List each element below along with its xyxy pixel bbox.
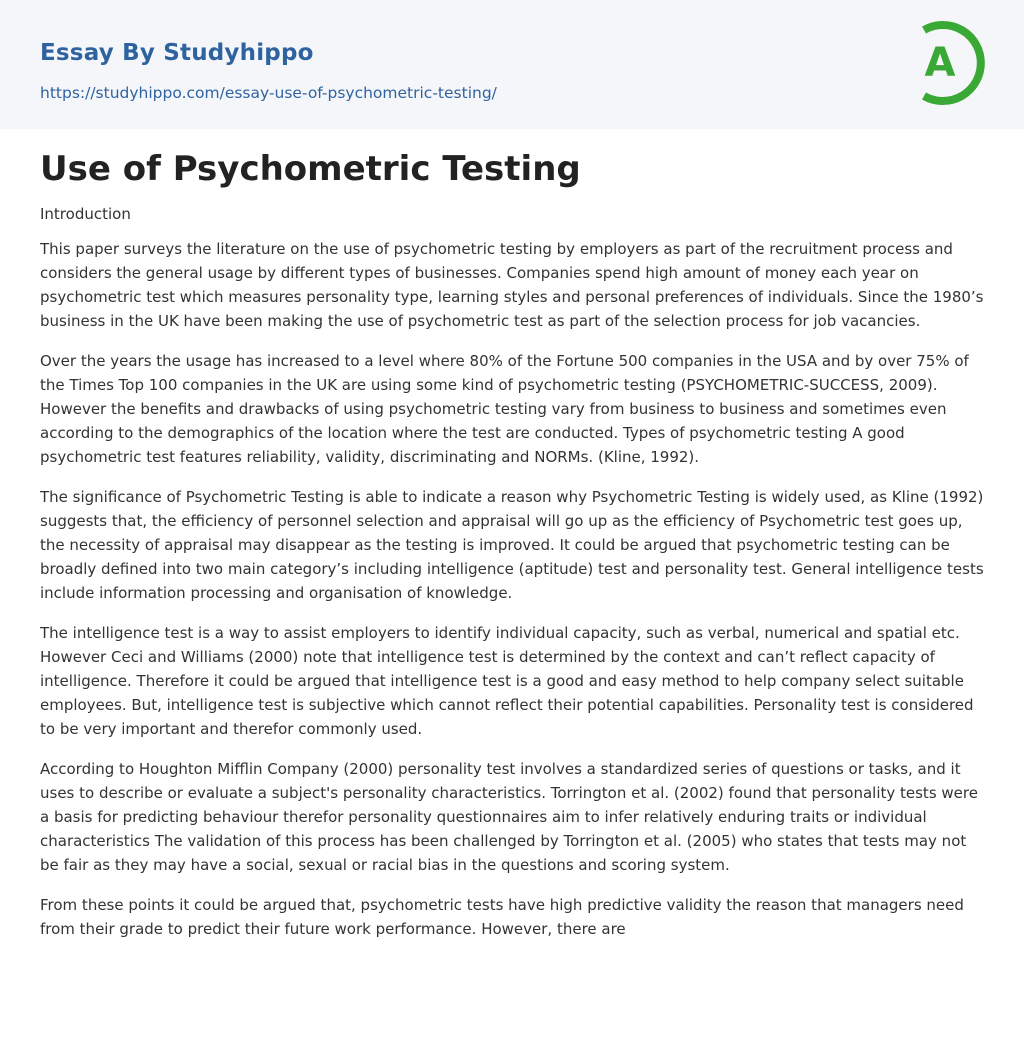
paragraph: The intelligence test is a way to assist employers to identify individual capacity, such as verbal, numerical and spatial etc. However Ceci and Williams (2000) note that intelligence test is determined by the context and can’t reflect capacity of intelligence. Therefore it could be argued that intelligence test is a good and easy method to help company select suitable employees. But, intelligence test is subjective which cannot reflect their potential capabilities. Personality test is considered to be very important and therefor commonly used. <box>40 624 974 738</box>
paragraph: This paper surveys the literature on the use of psychometric testing by employers as part of the recruitment process and considers the general usage by different types of businesses. Companies spend high amount of money each year on psychometric test which measures personality type, learning styles and personal preferences of individuals. Since the 1980’s business in the UK have been making the use of psychometric test as part of the selection process for job vacancies. <box>40 240 984 330</box>
article-title: Use of Psychometric Testing <box>40 149 581 189</box>
article-body <box>0 129 1024 941</box>
paragraph: The significance of Psychometric Testing is able to indicate a reason why Psychometric Testing is widely used, as Kline (1992) suggests that, the efficiency of personnel selection and appraisal will go up as the efficiency of Psychometric test goes up, the necessity of appraisal may disappear as the testing is improved. It could be argued that psychometric testing can be broadly defined into two main category’s including intelligence (aptitude) test and personality test. General intelligence tests include information processing and organisation of knowledge. <box>40 488 984 602</box>
article-url-link[interactable]: https://studyhippo.com/essay-use-of-psychometric-testing/ <box>40 84 497 102</box>
paragraph: According to Houghton Mifflin Company (2000) personality test involves a standardized series of questions or tasks, and it uses to describe or evaluate a subject's personality characteristics. Torrington et al. (2002) found that personality tests were a basis for predicting behaviour therefor personality questionnaires aim to infer relatively enduring traits or individual characteristics The validation of this process has been challenged by Torrington et al. (2005) who states that tests may not be fair as they may have a social, sexual or racial bias in the questions and scoring system. <box>40 760 978 874</box>
studyhippo-logo-icon[interactable] <box>898 18 990 108</box>
paragraph: Over the years the usage has increased to a level where 80% of the Fortune 500 companies in the USA and by over 75% of the Times Top 100 companies in the UK are using some kind of psychometric testing (PSYCHOMETRIC-SUCCESS, 2009). However the benefits and drawbacks of using psychometric testing vary from business to business and sometimes even according to the demographics of the location where the test are conducted. Types of psychometric testing A good psychometric test features reliability, validity, discriminating and NORMs. (Kline, 1992). <box>40 352 969 466</box>
section-heading: Introduction <box>40 205 131 223</box>
page-header <box>0 0 1024 129</box>
logo-ring-icon <box>898 18 990 108</box>
logo-letter: A <box>924 40 956 86</box>
brand-title[interactable]: Essay By Studyhippo <box>40 40 314 66</box>
paragraph: From these points it could be argued that, psychometric tests have high predictive validity the reason that managers need from their grade to predict their future work performance. However, there are <box>40 896 964 938</box>
